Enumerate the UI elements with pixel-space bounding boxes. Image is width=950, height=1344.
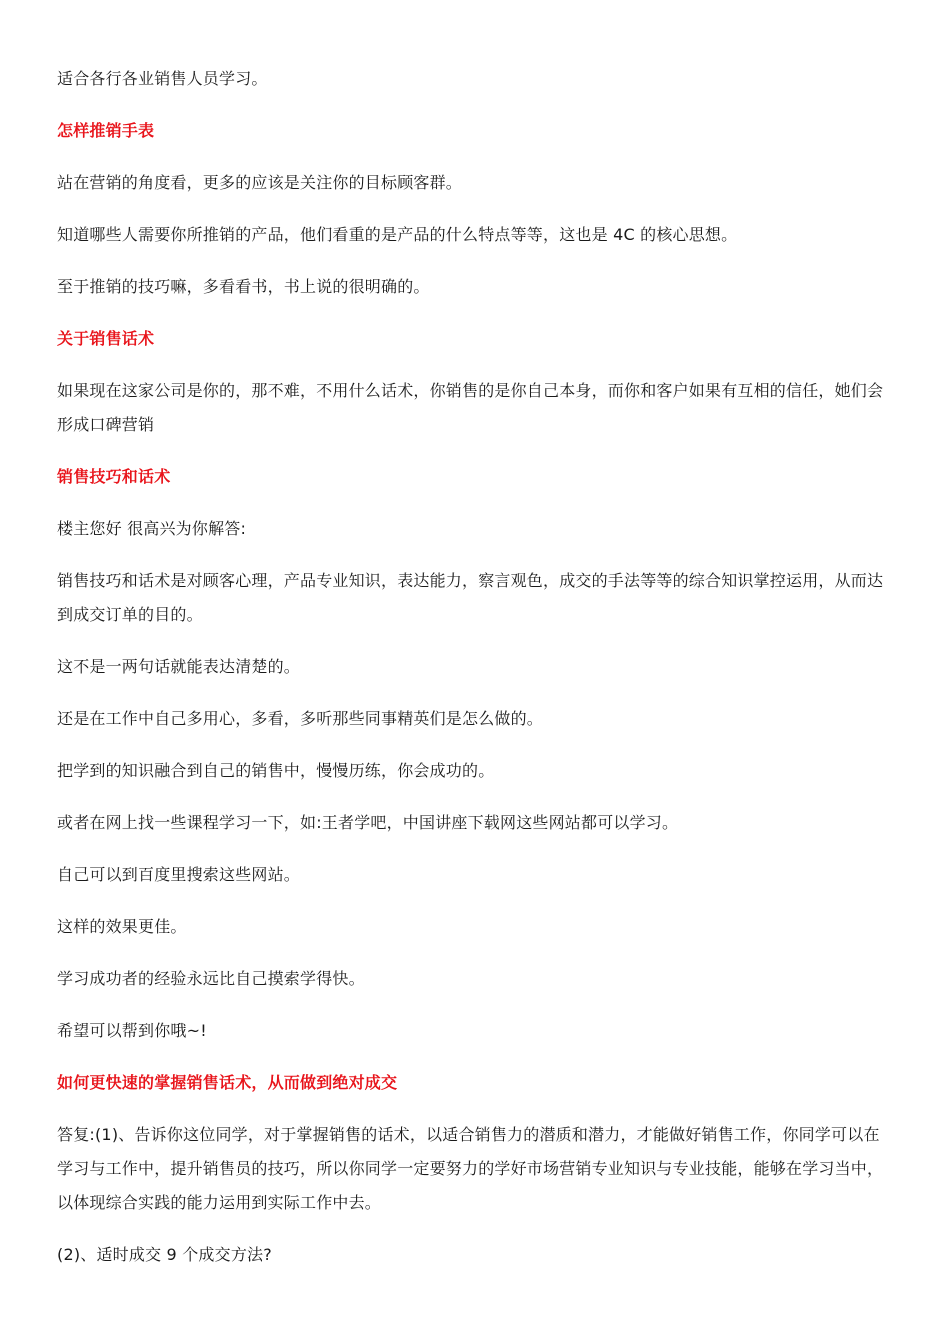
- document-body: [57, 62, 893, 1290]
- paragraph: 把学到的知识融合到自己的销售中，慢慢历练，你会成功的。: [57, 761, 495, 780]
- section-heading: 如何更快速的掌握销售话术，从而做到绝对成交: [57, 1073, 398, 1092]
- paragraph: 楼主您好 很高兴为你解答:: [57, 519, 247, 538]
- paragraph: 至于推销的技巧嘛，多看看书，书上说的很明确的。: [57, 277, 430, 296]
- paragraph: 或者在网上找一些课程学习一下，如:王者学吧，中国讲座下载网这些网站都可以学习。: [57, 813, 679, 832]
- paragraph: 这不是一两句话就能表达清楚的。: [57, 657, 301, 676]
- paragraph: 学习成功者的经验永远比自己摸索学得快。: [57, 969, 365, 988]
- paragraph: 还是在工作中自己多用心，多看，多听那些同事精英们是怎么做的。: [57, 709, 544, 728]
- paragraph: 销售技巧和话术是对顾客心理，产品专业知识，表达能力，察言观色，成交的手法等等的综合知识掌控运用，从而达到成交订单的目的。: [57, 571, 884, 624]
- paragraph: 适合各行各业销售人员学习。: [57, 69, 268, 88]
- section-heading: 销售技巧和话术: [57, 467, 171, 486]
- paragraph: 自己可以到百度里搜索这些网站。: [57, 865, 301, 884]
- paragraph: 站在营销的角度看，更多的应该是关注你的目标顾客群。: [57, 173, 463, 192]
- paragraph: 希望可以帮到你哦~!: [57, 1021, 207, 1040]
- section-heading: 怎样推销手表: [57, 121, 155, 140]
- paragraph: 这样的效果更佳。: [57, 917, 187, 936]
- paragraph: 如果现在这家公司是你的，那不难，不用什么话术，你销售的是你自己本身，而你和客户如果有互相的信任，她们会形成口碑营销: [57, 381, 884, 434]
- paragraph: 答复:(1)、告诉你这位同学，对于掌握销售的话术，以适合销售力的潜质和潜力，才能做好销售工作，你同学可以在学习与工作中，提升销售员的技巧，所以你同学一定要努力的学好市场营销专业知识与专业技能，能够在学习当中，以体现综合实践的能力运用到实际工作中去。: [57, 1125, 884, 1212]
- paragraph: (2)、适时成交 9 个成交方法?: [57, 1245, 272, 1264]
- paragraph: 知道哪些人需要你所推销的产品，他们看重的是产品的什么特点等等，这也是 4C 的核心思想。: [57, 225, 738, 244]
- section-heading: 关于销售话术: [57, 329, 155, 348]
